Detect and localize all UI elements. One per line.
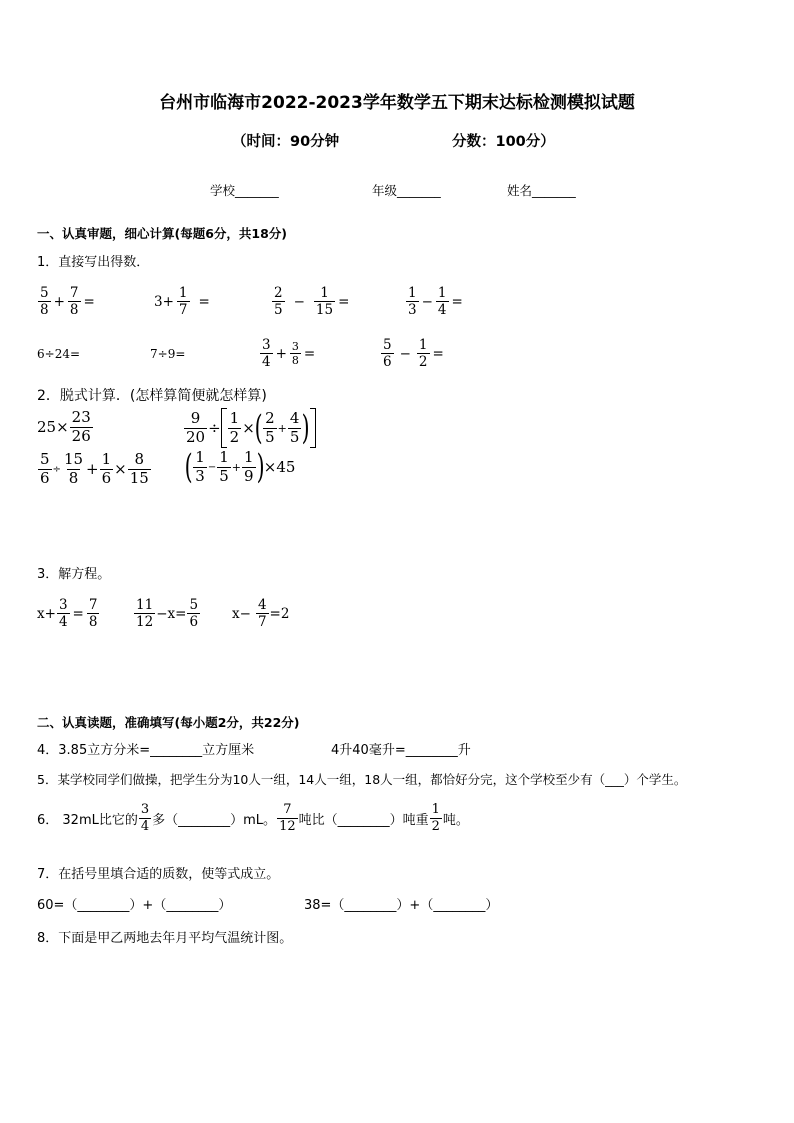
section-1-heading: 一、认真审题，细心计算(每题6分，共18分) bbox=[37, 226, 288, 241]
grade-field[interactable]: 年级_______ bbox=[372, 183, 441, 198]
q2-item-b: $\frac{9}{20}$ ÷ $\frac{1}{2}$ ×( $\frac{2}{5}$ + $\frac{4}{5}$ ) bbox=[183, 408, 316, 448]
q3-equation-a: x+ $\frac{3}{4}$ = $\frac{7}{8}$ bbox=[37, 597, 98, 631]
q2-item-d: ( $\frac{1}{3}$ − $\frac{1}{5}$ + $\frac{1}{9}$ )×45 bbox=[184, 447, 296, 488]
q1-item-g: $\frac{3}{4}$ + $\frac{3}{8}$ = bbox=[262, 337, 316, 371]
q1-item-e: 6÷24= bbox=[37, 347, 81, 361]
question-2-title: 2．脱式计算．(怎样算简便就怎样算) bbox=[37, 388, 267, 404]
q2-item-a: 25× $\frac{23}{26}$ bbox=[37, 408, 91, 445]
question-7b[interactable]: 38=（________）+（________） bbox=[304, 898, 499, 913]
question-3-title: 3．解方程。 bbox=[37, 567, 111, 582]
q1-item-a: $\frac{5}{8}$ + $\frac{7}{8}$ = bbox=[40, 285, 95, 319]
question-7a[interactable]: 60=（________）+（________） bbox=[37, 898, 232, 913]
exam-title: 台州市临海市2022-2023学年数学五下期末达标检测模拟试题 bbox=[159, 93, 635, 113]
q1-item-d: $\frac{1}{3}$ − $\frac{1}{4}$ = bbox=[408, 285, 463, 319]
exam-time: （时间：90分钟 bbox=[232, 134, 340, 150]
q1-item-c: $\frac{2}{5}$ − $\frac{1}{15}$ = bbox=[274, 285, 350, 319]
question-4a[interactable]: 4．3.85立方分米=________立方厘米 bbox=[37, 743, 255, 758]
q1-item-h: $\frac{5}{6}$ − $\frac{1}{2}$ = bbox=[383, 337, 444, 371]
q1-item-b: 3+ $\frac{1}{7}$ = bbox=[154, 285, 210, 319]
q2-item-c: $\frac{5}{6}$ ÷ $\frac{15}{8}$ + $\frac{1}{6}$ × $\frac{8}{15}$ bbox=[40, 450, 149, 487]
name-field[interactable]: 姓名_______ bbox=[507, 183, 576, 198]
q3-equation-c: x− $\frac{4}{7}$ =2 bbox=[232, 597, 290, 631]
question-5[interactable]: 5．某学校同学们做操，把学生分为10人一组，14人一组，18人一组，都恰好分完，这个学校至少有（___）个学生。 bbox=[37, 772, 687, 787]
section-2-heading: 二、认真读题，准确填写(每小题2分，共22分) bbox=[37, 715, 300, 730]
question-1-title: 1．直接写出得数． bbox=[37, 255, 150, 270]
question-6[interactable]: 6． 32mL比它的 $\frac{3}{4}$ 多（________）mL。 $\frac{7}{12}$ 吨比（________）吨重 $\frac{1}{2}$ 吨。 bbox=[37, 802, 469, 834]
exam-score: 分数：100分） bbox=[452, 134, 555, 150]
school-field[interactable]: 学校_______ bbox=[210, 183, 279, 198]
question-8-title: 8．下面是甲乙两地去年月平均气温统计图。 bbox=[37, 931, 293, 946]
question-4b[interactable]: 4升40毫升=________升 bbox=[331, 743, 471, 758]
q1-item-f: 7÷9= bbox=[150, 347, 186, 361]
q3-equation-b: $\frac{11}{12}$ −x= $\frac{5}{6}$ bbox=[136, 597, 199, 631]
question-7-title: 7．在括号里填合适的质数，使等式成立。 bbox=[37, 867, 280, 882]
